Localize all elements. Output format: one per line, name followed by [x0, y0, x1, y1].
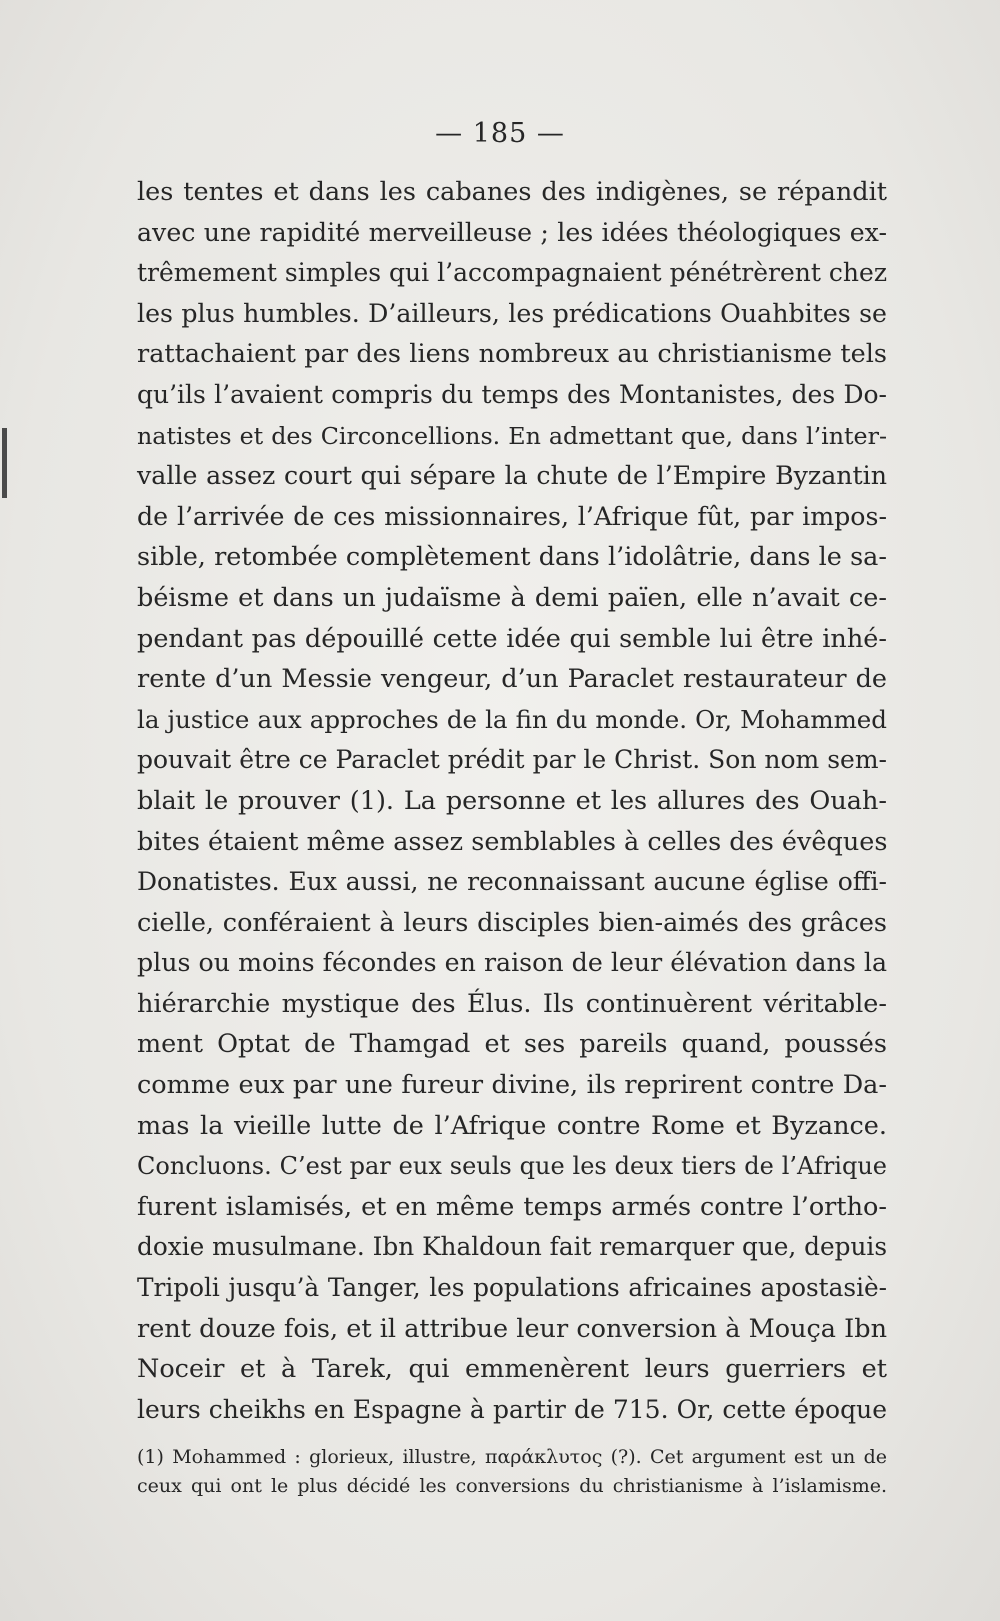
text-line: les plus humbles. D’ailleurs, les prédications Ouahbites se: [137, 298, 887, 328]
page-edge-mark: [2, 428, 7, 498]
text-line: béisme et dans un judaïsme à demi païen, elle n’avait ce-: [137, 582, 887, 613]
text-line: natistes et des Circoncellions. En admettant que, dans l’inter-: [137, 421, 887, 450]
text-line: de l’arrivée de ces missionnaires, l’Afrique fût, par impos-: [137, 501, 887, 531]
text-line: comme eux par une fureur divine, ils reprirent contre Da-: [137, 1070, 887, 1101]
footnote-line: ceux qui ont le plus décidé les conversions du christianisme à l’islamisme.: [137, 1475, 887, 1497]
page-number: — 185 —: [435, 118, 565, 149]
footnote-line: (1) Mohammed : glorieux, illustre, παράκλυτος (?). Cet argument est un de: [137, 1446, 887, 1468]
text-line: sible, retombée complètement dans l’idolâtrie, dans le sa-: [137, 542, 887, 573]
text-line: Concluons. C’est par eux seuls que les deux tiers de l’Afrique: [137, 1152, 887, 1181]
text-line: qu’ils l’avaient compris du temps des Montanistes, des Do-: [137, 379, 887, 409]
text-line: blait le prouver (1). La personne et les allures des Ouah-: [137, 785, 887, 816]
footnote: [137, 1443, 887, 1501]
body-text: [137, 172, 887, 1430]
text-line: cielle, conféraient à leurs disciples bien-aimés des grâces: [137, 907, 887, 938]
text-line: Tripoli jusqu’à Tanger, les populations africaines apostasiè-: [137, 1273, 887, 1303]
text-line: leurs cheikhs en Espagne à partir de 715. Or, cette époque: [137, 1394, 887, 1424]
text-line: les tentes et dans les cabanes des indigènes, se répandit: [137, 177, 887, 207]
text-line: plus ou moins fécondes en raison de leur élévation dans la: [137, 948, 887, 978]
text-line: bites étaient même assez semblables à celles des évêques: [137, 826, 888, 857]
text-line: furent islamisés, et en même temps armés contre l’ortho-: [137, 1191, 887, 1222]
text-line: rent douze fois, et il attribue leur conversion à Mouça Ibn: [137, 1313, 887, 1344]
text-line: valle assez court qui sépare la chute de l’Empire Byzantin: [137, 461, 887, 491]
text-line: Donatistes. Eux aussi, ne reconnaissant aucune église offi-: [137, 867, 887, 897]
text-line: avec une rapidité merveilleuse ; les idées théologiques ex-: [137, 217, 887, 247]
text-line: rente d’un Messie vengeur, d’un Paraclet restaurateur de: [137, 664, 887, 695]
text-line: doxie musulmane. Ibn Khaldoun fait remarquer que, depuis: [137, 1232, 888, 1262]
text-line: hiérarchie mystique des Élus. Ils continuèrent véritable-: [137, 988, 887, 1019]
text-line: pouvait être ce Paraclet prédit par le Christ. Son nom sem-: [137, 745, 887, 775]
text-line: rattachaient par des liens nombreux au christianisme tels: [137, 339, 887, 370]
text-line: pendant pas dépouillé cette idée qui semble lui être inhé-: [137, 623, 887, 654]
text-line: Noceir et à Tarek, qui emmenèrent leurs guerriers et: [137, 1354, 887, 1385]
text-line: la justice aux approches de la fin du monde. Or, Mohammed: [137, 704, 887, 734]
text-line: trêmement simples qui l’accompagnaient pénétrèrent chez: [137, 258, 887, 288]
text-line: mas la vieille lutte de l’Afrique contre Rome et Byzance.: [137, 1110, 887, 1141]
text-line: ment Optat de Thamgad et ses pareils quand, poussés: [137, 1029, 887, 1060]
